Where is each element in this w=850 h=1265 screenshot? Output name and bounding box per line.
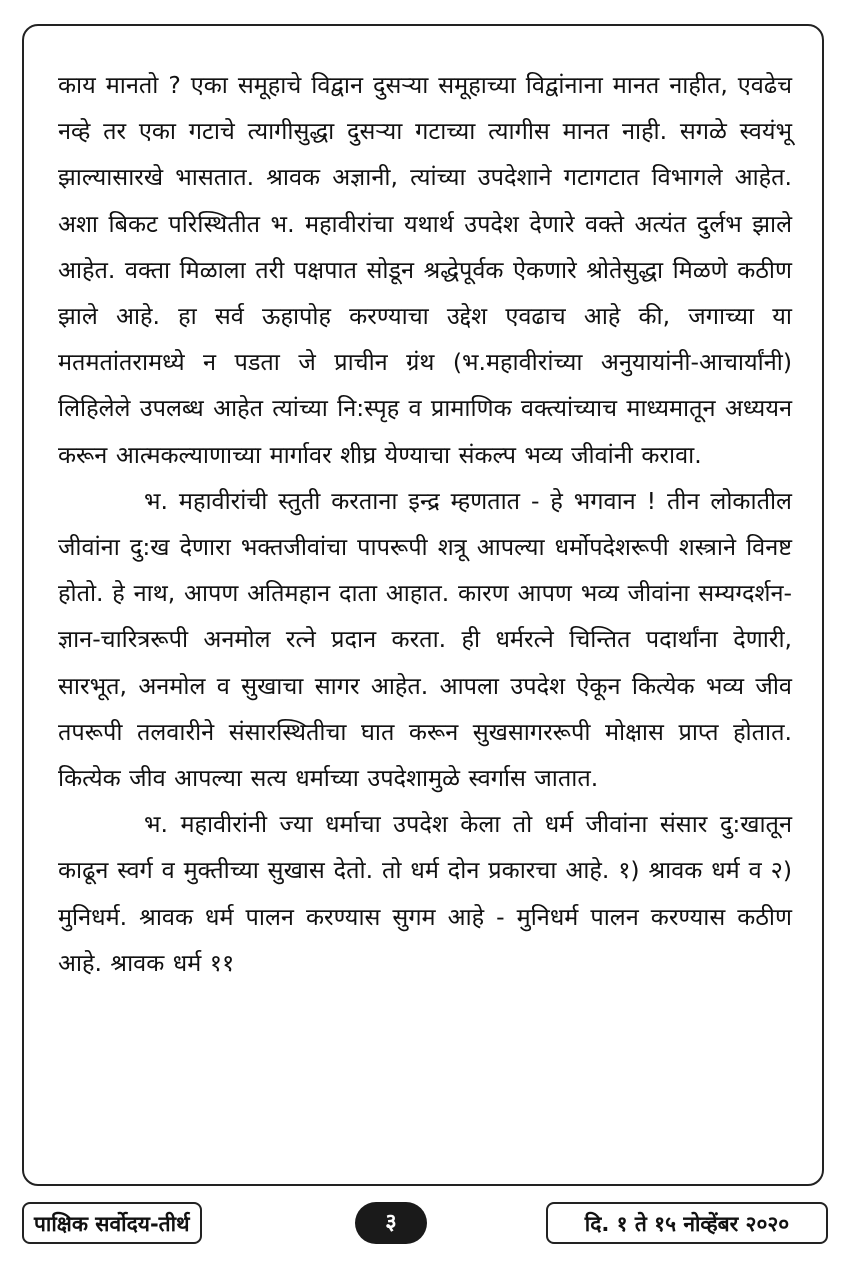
body-paragraph-2: भ. महावीरांची स्तुती करताना इन्द्र म्हणतात - हे भगवान ! तीन लोकातील जीवांना दु:ख देणारा भक्तजीवांचा पापरूपी शत्रू आपल्या धर्मोपदेशरूपी शस्त्राने विनष्ट होतो. हे नाथ, आपण अतिमहान दाता आहात. कारण आपण भव्य जीवांना सम्यग्दर्शन-ज्ञान-चारित्ररूपी अनमोल रत्ने प्रदान करता. ही धर्मरत्ने चिन्तित पदार्थांना देणारी, सारभूत, अनमोल व सुखाचा सागर आहेत. आपला उपदेश ऐकून कित्येक भव्य जीव तपरूपी तलवारीने संसारस्थितीचा घात करून सुखसागररूपी मोक्षास प्राप्त होतात. कित्येक जीव आपल्या सत्य धर्माच्या उपदेशामुळे स्वर्गास जातात.	[58, 486, 792, 793]
page-number-badge: ३	[355, 1202, 427, 1244]
issue-date: दि. १ ते १५ नोव्हेंबर २०२०	[546, 1202, 828, 1244]
publication-name: पाक्षिक सर्वोदय-तीर्थ	[22, 1202, 202, 1244]
body-paragraph-3: भ. महावीरांनी ज्या धर्माचा उपदेश केला तो धर्म जीवांना संसार दु:खातून काढून स्वर्ग व मुक्तीच्या सुखास देतो. तो धर्म दोन प्रकारचा आहे. १) श्रावक धर्म व २) मुनिधर्म. श्रावक धर्म पालन करण्यास सुगम आहे - मुनिधर्म पालन करण्यास कठीण आहे. श्रावक धर्म ११	[58, 810, 792, 977]
content-frame	[22, 24, 824, 1186]
page-footer	[22, 1202, 828, 1246]
body-paragraph-1: काय मानतो ? एका समूहाचे विद्वान दुसऱ्या समूहाच्या विद्वांनाना मानत नाहीत, एवढेच नव्हे तर एका गटाचे त्यागीसुद्धा दुसऱ्या गटाच्या त्यागीस मानत नाही. सगळे स्वयंभू झाल्यासारखे भासतात. श्रावक अज्ञानी, त्यांच्या उपदेशाने गटागटात विभागले आहेत. अशा बिकट परिस्थितीत भ. महावीरांचा यथार्थ उपदेश देणारे वक्ते अत्यंत दुर्लभ झाले आहेत. वक्ता मिळाला तरी पक्षपात सोडून श्रद्धेपूर्वक ऐकणारे श्रोतेसुद्धा मिळणे कठीण झाले आहे. हा सर्व ऊहापोह करण्याचा उद्देश एवढाच आहे की, जगाच्या या मतमतांतरामध्ये न पडता जे प्राचीन ग्रंथ (भ.महावीरांच्या अनुयायांनी-आचार्यांनी) लिहिलेले उपलब्ध आहेत त्यांच्या नि:स्पृह व प्रामाणिक वक्त्यांच्याच माध्यमातून अध्ययन करून आत्मकल्याणाच्या मार्गावर शीघ्र येण्याचा संकल्प भव्य जीवांनी करावा.	[58, 71, 792, 469]
